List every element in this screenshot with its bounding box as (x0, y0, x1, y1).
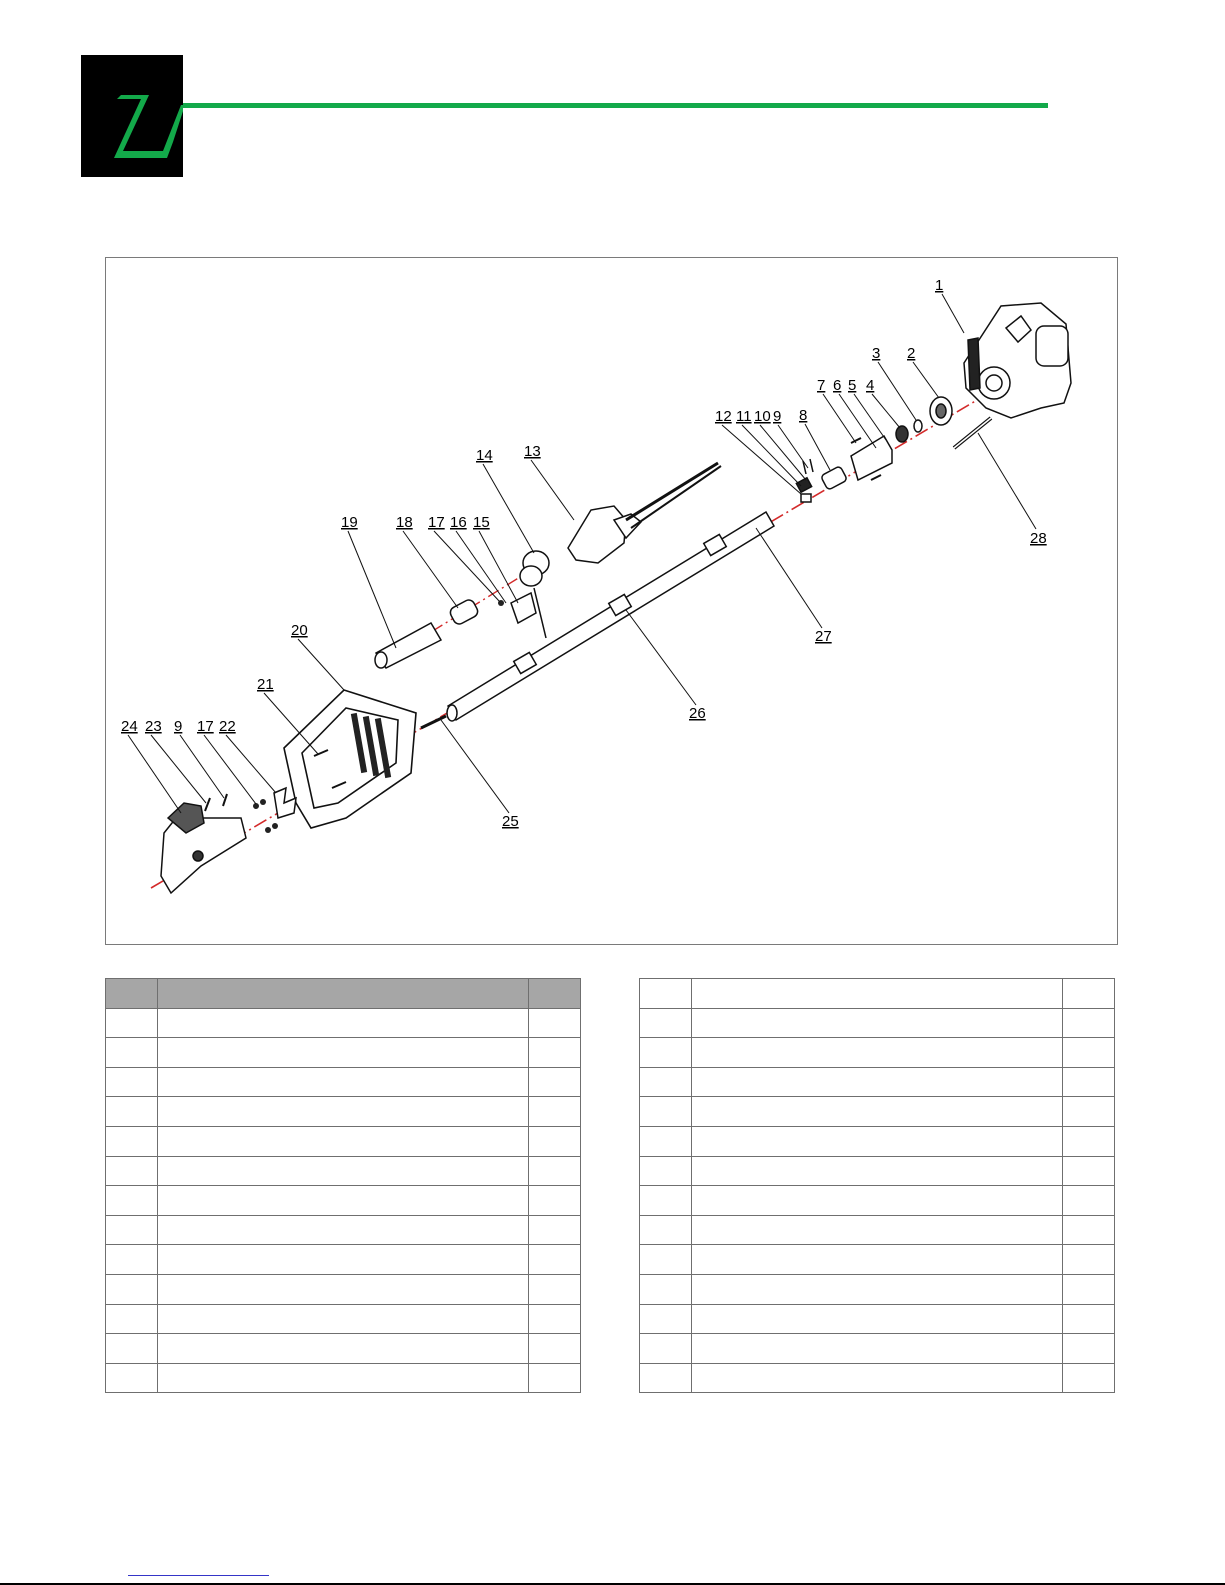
table-row (106, 1067, 581, 1097)
table-row (106, 1274, 581, 1304)
table-row (106, 1304, 581, 1334)
callout-3: 3 (872, 345, 881, 362)
table-row (106, 1186, 581, 1216)
table-cell (529, 1186, 581, 1216)
table-cell (692, 1008, 1063, 1038)
callout-6: 6 (833, 377, 842, 394)
table-header-row (106, 979, 581, 1009)
table-cell (158, 1363, 529, 1393)
callout-19: 19 (341, 514, 358, 531)
table-cell (1063, 1304, 1115, 1334)
table-cell (106, 1334, 158, 1364)
table-cell (640, 1008, 692, 1038)
callout-4: 4 (866, 377, 875, 394)
table-cell (106, 1156, 158, 1186)
table-cell (1063, 1156, 1115, 1186)
table-cell (158, 1156, 529, 1186)
callout-20: 20 (291, 622, 308, 639)
header-cell-description (158, 979, 529, 1009)
bolt-set-part (796, 459, 813, 502)
parts-table-left (105, 978, 581, 1393)
table-cell (158, 1067, 529, 1097)
table-cell (692, 1363, 1063, 1393)
grip-tube-part (375, 623, 441, 668)
table-cell (106, 1363, 158, 1393)
table-cell (1063, 1038, 1115, 1068)
table-header-row (640, 979, 1115, 1009)
table-cell (640, 1038, 692, 1068)
table-cell (106, 1304, 158, 1334)
table-row (640, 1067, 1115, 1097)
parts-table-left-body (106, 1008, 581, 1393)
table-cell (1063, 1097, 1115, 1127)
table-cell (529, 1334, 581, 1364)
table-row (640, 1038, 1115, 1068)
logo-z-icon (81, 55, 183, 177)
table-cell (529, 1363, 581, 1393)
callout-24: 24 (121, 718, 138, 735)
table-cell (692, 1038, 1063, 1068)
table-cell (640, 1334, 692, 1364)
callout-7: 7 (817, 377, 826, 394)
table-cell (158, 1274, 529, 1304)
table-cell (640, 1304, 692, 1334)
table-cell (158, 1245, 529, 1275)
table-cell (692, 1245, 1063, 1275)
table-row (640, 1363, 1115, 1393)
header-cell-qty (1063, 979, 1115, 1009)
table-cell (640, 1067, 692, 1097)
table-cell (1063, 1215, 1115, 1245)
callout-15: 15 (473, 514, 490, 531)
callout-22: 22 (219, 718, 236, 735)
table-row (640, 1334, 1115, 1364)
callout-23: 23 (145, 718, 162, 735)
table-cell (158, 1304, 529, 1334)
callout-9-rear: 9 (174, 718, 183, 735)
table-cell (1063, 1067, 1115, 1097)
nuts-part (253, 799, 278, 833)
table-cell (158, 1215, 529, 1245)
coupler-part (821, 466, 848, 490)
callout-1: 1 (935, 277, 944, 294)
table-row (106, 1215, 581, 1245)
table-cell (158, 1038, 529, 1068)
engine-part (964, 303, 1071, 418)
screw-part (223, 794, 227, 806)
table-cell (640, 1245, 692, 1275)
header-rule (183, 103, 1048, 108)
callout-8: 8 (799, 407, 808, 424)
table-cell (106, 1215, 158, 1245)
header-cell-no (106, 979, 158, 1009)
callout-17: 17 (428, 514, 445, 531)
table-cell (529, 1156, 581, 1186)
clip-part (274, 788, 296, 818)
table-cell (529, 1126, 581, 1156)
callout-27: 27 (815, 628, 832, 645)
table-cell (640, 1215, 692, 1245)
table-cell (106, 1038, 158, 1068)
table-row (640, 1097, 1115, 1127)
table-cell (529, 1215, 581, 1245)
table-row (106, 1334, 581, 1364)
table-cell (640, 1274, 692, 1304)
table-cell (529, 1008, 581, 1038)
table-cell (692, 1304, 1063, 1334)
table-row (640, 1215, 1115, 1245)
table-cell (1063, 1334, 1115, 1364)
callout-5: 5 (848, 377, 857, 394)
footer-link-underline[interactable] (128, 1575, 269, 1576)
table-row (640, 1274, 1115, 1304)
table-row (106, 1097, 581, 1127)
bracket-part (511, 588, 546, 638)
table-cell (529, 1067, 581, 1097)
table-cell (640, 1126, 692, 1156)
table-cell (529, 1097, 581, 1127)
header-cell-description (692, 979, 1063, 1009)
table-cell (640, 1363, 692, 1393)
handle-clamp-part (520, 551, 549, 586)
callout-14: 14 (476, 447, 493, 464)
table-cell (529, 1304, 581, 1334)
callout-21: 21 (257, 676, 274, 693)
table-cell (1063, 1186, 1115, 1216)
clutch-drum-part (930, 397, 952, 425)
table-row (640, 1008, 1115, 1038)
table-cell (106, 1067, 158, 1097)
table-cell (158, 1186, 529, 1216)
bearing-part (896, 426, 908, 442)
table-cell (1063, 1274, 1115, 1304)
table-cell (1063, 1008, 1115, 1038)
table-cell (692, 1334, 1063, 1364)
table-cell (692, 1215, 1063, 1245)
table-cell (529, 1245, 581, 1275)
screw-part (871, 475, 881, 480)
table-row (106, 1363, 581, 1393)
callout-11: 11 (736, 408, 752, 425)
table-row (106, 1245, 581, 1275)
table-cell (106, 1126, 158, 1156)
exploded-view-figure (105, 257, 1118, 945)
table-cell (692, 1186, 1063, 1216)
table-cell (106, 1245, 158, 1275)
table-cell (692, 1067, 1063, 1097)
brand-logo (81, 55, 183, 177)
table-cell (529, 1038, 581, 1068)
ring-part (914, 420, 922, 432)
table-row (106, 1126, 581, 1156)
table-cell (692, 1274, 1063, 1304)
table-cell (692, 1097, 1063, 1127)
table-cell (158, 1008, 529, 1038)
callout-9: 9 (773, 408, 782, 425)
table-cell (692, 1156, 1063, 1186)
callout-26: 26 (689, 705, 706, 722)
table-row (106, 1156, 581, 1186)
callout-17-rear: 17 (197, 718, 214, 735)
table-cell (106, 1008, 158, 1038)
parts-table-right-body (640, 1008, 1115, 1393)
table-cell (106, 1274, 158, 1304)
screw-part (205, 798, 210, 811)
table-cell (529, 1274, 581, 1304)
callout-25: 25 (502, 813, 519, 830)
table-cell (1063, 1363, 1115, 1393)
header-cell-no (640, 979, 692, 1009)
table-row (640, 1245, 1115, 1275)
table-cell (1063, 1245, 1115, 1275)
callout-2: 2 (907, 345, 916, 362)
parts-table-right (639, 978, 1115, 1393)
header-cell-qty (529, 979, 581, 1009)
table-cell (640, 1156, 692, 1186)
table-cell (158, 1126, 529, 1156)
table-row (106, 1038, 581, 1068)
callout-12: 12 (715, 408, 732, 425)
callout-28: 28 (1030, 530, 1047, 547)
callout-16: 16 (450, 514, 467, 531)
table-row (640, 1156, 1115, 1186)
table-row (640, 1126, 1115, 1156)
table-cell (158, 1334, 529, 1364)
callout-18: 18 (396, 514, 413, 531)
sleeve-part (448, 598, 479, 626)
table-row (640, 1304, 1115, 1334)
table-cell (692, 1126, 1063, 1156)
table-cell (106, 1186, 158, 1216)
table-cell (640, 1097, 692, 1127)
table-cell (158, 1097, 529, 1127)
exploded-diagram (106, 258, 1119, 946)
callout-13: 13 (524, 443, 541, 460)
table-cell (106, 1097, 158, 1127)
table-cell (1063, 1126, 1115, 1156)
throttle-handle-part (568, 463, 721, 563)
table-cell (640, 1186, 692, 1216)
rear-grip-part (161, 803, 246, 893)
loop-handle-part (284, 690, 416, 828)
table-row (106, 1008, 581, 1038)
callout-10: 10 (754, 408, 771, 425)
clutch-housing-part (851, 436, 892, 480)
table-row (640, 1186, 1115, 1216)
